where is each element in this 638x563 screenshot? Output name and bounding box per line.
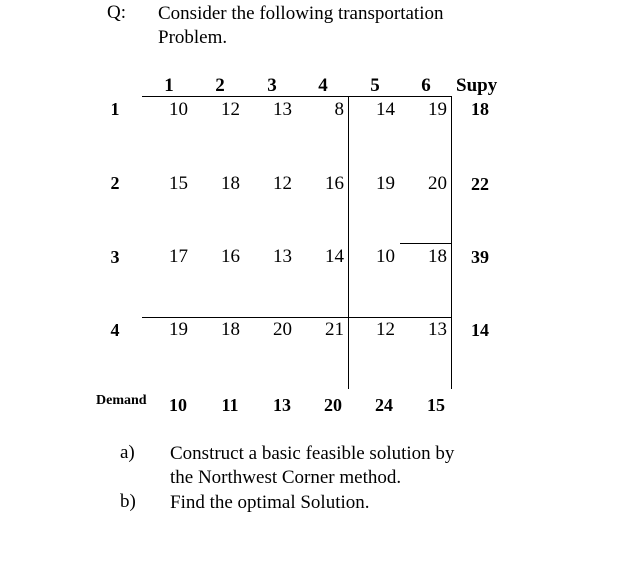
supply-value-2: 22 — [471, 174, 489, 194]
part-a-text-line2: the Northwest Corner method. — [170, 467, 402, 488]
cost-cell-r4-c1: 19 — [169, 319, 188, 340]
demand-label: Demand — [96, 393, 147, 408]
cost-cell-r3-c3: 13 — [273, 246, 292, 267]
question-text-line2: Problem. — [158, 27, 228, 48]
row-label-1: 1 — [110, 99, 120, 119]
column-header-4: 4 — [318, 75, 328, 96]
demand-value-5: 24 — [375, 395, 393, 415]
vertical-divider-supply — [451, 96, 452, 389]
demand-value-1: 10 — [169, 395, 187, 415]
supply-header: Supy — [456, 75, 498, 96]
part-b-label: b) — [120, 491, 136, 512]
supply-value-4: 14 — [471, 320, 489, 340]
part-a-label: a) — [120, 442, 135, 463]
partial-rule-row3 — [400, 243, 451, 244]
cost-cell-r3-c4: 14 — [325, 246, 344, 267]
cost-cell-r3-c6: 18 — [428, 246, 447, 267]
cost-cell-r2-c4: 16 — [325, 173, 344, 194]
demand-value-6: 15 — [427, 395, 445, 415]
column-header-2: 2 — [215, 75, 225, 96]
part-a-text-line1: Construct a basic feasible solution by — [170, 443, 455, 464]
cost-cell-r3-c5: 10 — [376, 246, 395, 267]
cost-cell-r4-c2: 18 — [221, 319, 240, 340]
cost-cell-r1-c4: 8 — [334, 99, 344, 120]
cost-cell-r2-c5: 19 — [376, 173, 395, 194]
column-header-1: 1 — [164, 75, 174, 96]
cost-cell-r2-c6: 20 — [428, 173, 447, 194]
supply-value-1: 18 — [471, 99, 489, 119]
supply-value-3: 39 — [471, 247, 489, 267]
vertical-divider-col4 — [348, 96, 349, 389]
cost-cell-r2-c3: 12 — [273, 173, 292, 194]
cost-cell-r1-c2: 12 — [221, 99, 240, 120]
row-label-3: 3 — [110, 247, 120, 267]
cost-cell-r1-c5: 14 — [376, 99, 395, 120]
cost-cell-r3-c1: 17 — [169, 246, 188, 267]
demand-value-3: 13 — [273, 395, 291, 415]
row-label-2: 2 — [110, 173, 120, 193]
question-label: Q: — [107, 2, 126, 23]
header-rule — [142, 96, 452, 97]
row4-rule — [142, 317, 452, 318]
cost-cell-r1-c3: 13 — [273, 99, 292, 120]
demand-value-2: 11 — [221, 395, 239, 415]
cost-cell-r4-c6: 13 — [428, 319, 447, 340]
cost-cell-r2-c1: 15 — [169, 173, 188, 194]
part-a-text — [170, 442, 454, 490]
cost-cell-r4-c5: 12 — [376, 319, 395, 340]
cost-cell-r1-c6: 19 — [428, 99, 447, 120]
cost-cell-r4-c4: 21 — [325, 319, 344, 340]
column-header-5: 5 — [370, 75, 380, 96]
cost-cell-r1-c1: 10 — [169, 99, 188, 120]
demand-value-4: 20 — [324, 395, 342, 415]
part-b-text: Find the optimal Solution. — [170, 492, 370, 513]
question-text — [158, 2, 443, 50]
column-header-3: 3 — [267, 75, 277, 96]
column-header-6: 6 — [421, 75, 431, 96]
cost-cell-r3-c2: 16 — [221, 246, 240, 267]
cost-cell-r2-c2: 18 — [221, 173, 240, 194]
cost-cell-r4-c3: 20 — [273, 319, 292, 340]
question-text-line1: Consider the following transportation — [158, 3, 444, 24]
row-label-4: 4 — [110, 320, 120, 340]
